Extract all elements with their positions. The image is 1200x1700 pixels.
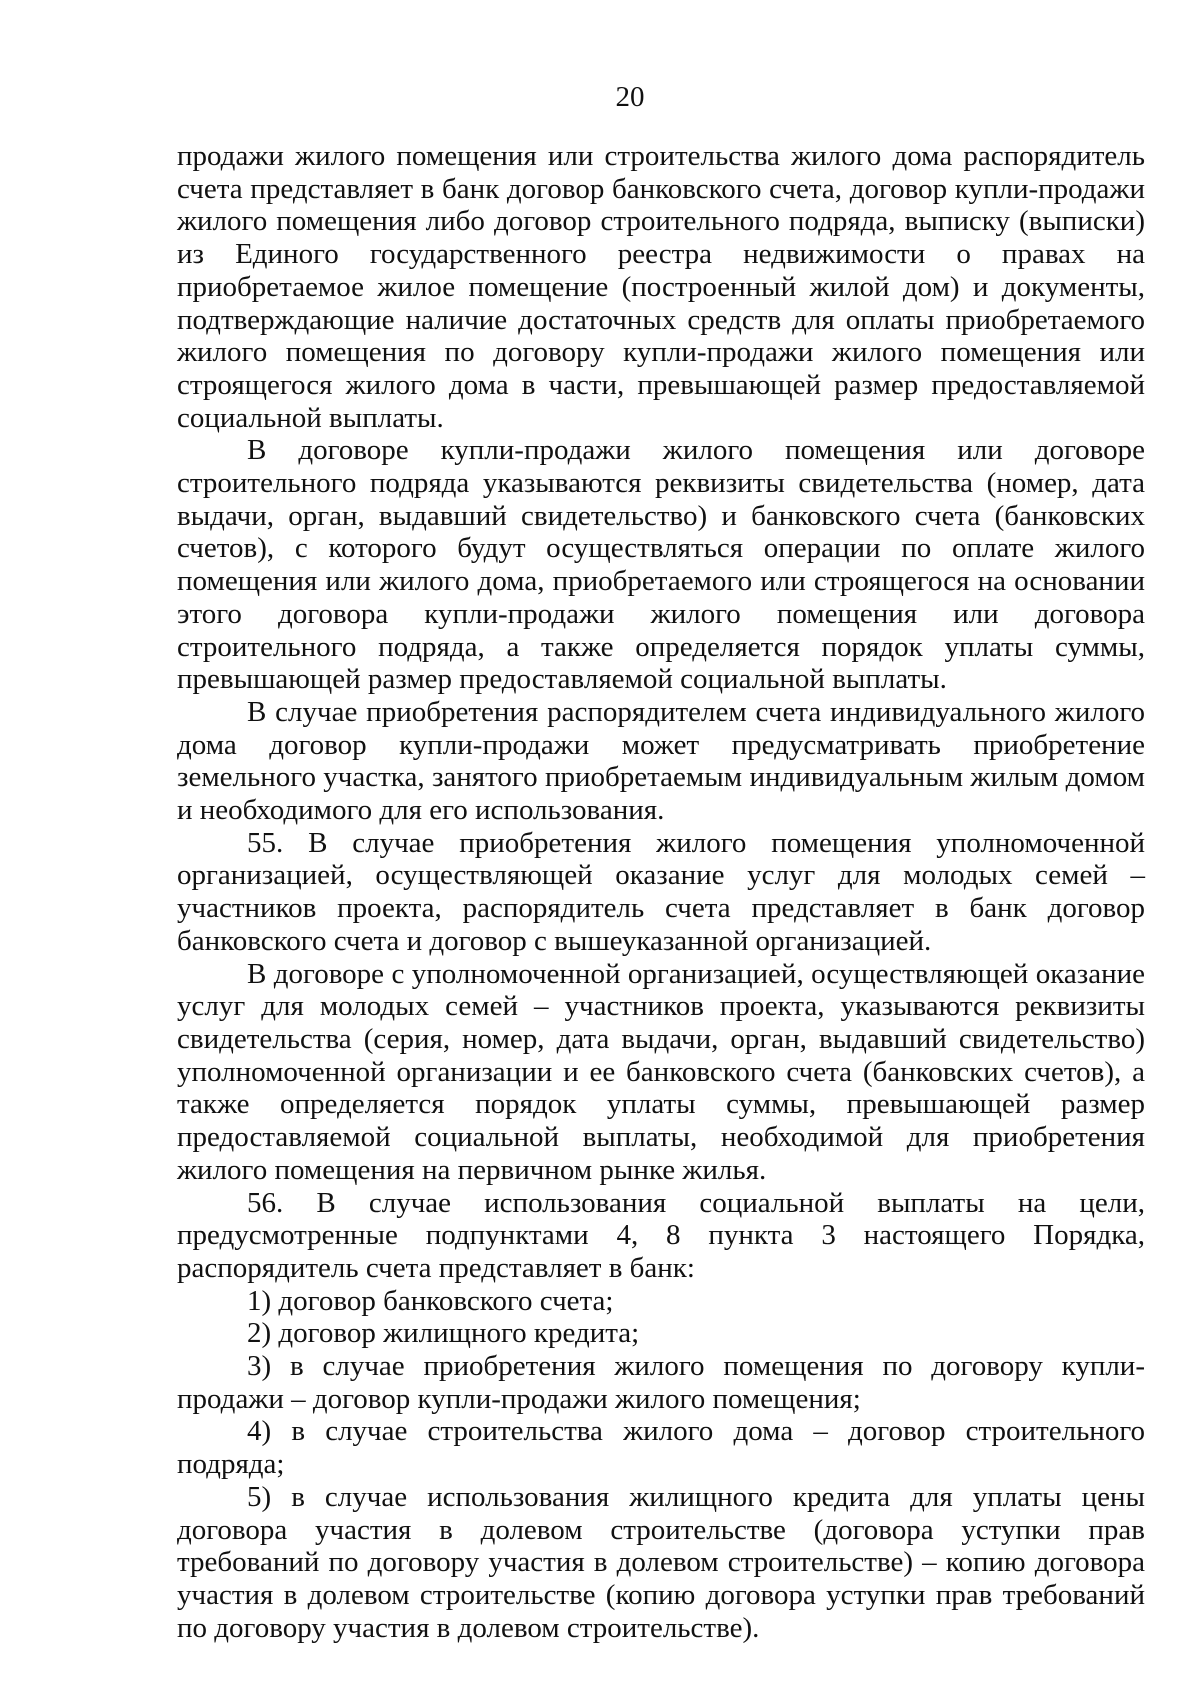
list-item: 1) договор банковского счета; xyxy=(247,1284,614,1317)
paragraph-item-55: 55. В случае приобретения жилого помещения уполномоченной организацией, осуществляющей оказание услуг для молодых семей – участников проекта, распорядитель счета представляет в банк договор банковского счета и договор с вышеуказанной организацией. xyxy=(177,826,1145,957)
list-item: 3) в случае приобретения жилого помещения по договору купли-продажи – договор купли-продажи жилого помещения; xyxy=(177,1350,1145,1415)
list-item: 4) в случае строительства жилого дома – договор строительного подряда; xyxy=(177,1415,1145,1481)
paragraph: В случае приобретения распорядителем счета индивидуального жилого дома договор купли-продажи может предусматривать приобретение земельного участка, занятого приобретаемым индивидуальным жилым домом и необходимого для его использования. xyxy=(177,695,1145,827)
paragraph-item-56: 56. В случае использования социальной выплаты на цели, предусмотренные подпунктами 4, 8 пункта 3 настоящего Порядка, распорядитель счета представляет в банк: xyxy=(177,1186,1145,1284)
paragraph-continuation: продажи жилого помещения или строительства жилого дома распорядитель счета представляет в банк договор банковского счета, договор купли-продажи жилого помещения либо договор строительного подряда, выписку (выписки) из Единого государственного реестра недвижимости о правах на приобретаемое жилое помещение (построенный жилой дом) и документы, подтверждающие наличие достаточных средств для оплаты приобретаемого жилого помещения по договору купли-продажи жилого помещения или строящегося жилого дома в части, превышающей размер предоставляемой социальной выплаты. xyxy=(177,140,1145,434)
list-item: 2) договор жилищного кредита; xyxy=(247,1317,640,1350)
paragraph: В договоре купли-продажи жилого помещения или договоре строительного подряда указываются реквизиты свидетельства (номер, дата выдачи, орган, выдавший свидетельство) и банковского счета (банковских счетов), с которого будут осуществляться операции по оплате жилого помещения или жилого дома, приобретаемого или строящегося на основании этого договора купли-продажи жилого помещения или договора строительного подряда, а также определяется порядок уплаты суммы, превышающей размер предоставляемой социальной выплаты. xyxy=(177,434,1145,696)
paragraph: В договоре с уполномоченной организацией, осуществляющей оказание услуг для молодых семей – участников проекта, указываются реквизиты свидетельства (серия, номер, дата выдачи, орган, выдавший свидетельство) уполномоченной организации и ее банковского счета (банковских счетов), а также определяется порядок уплаты суммы, превышающей размер предоставляемой социальной выплаты, необходимой для приобретения жилого помещения на первичном рынке жилья. xyxy=(177,957,1145,1186)
list-item: 5) в случае использования жилищного кредита для уплаты цены договора участия в долевом строительстве (договора уступки прав требований по договору участия в долевом строительстве) – копию договора участия в долевом строительстве (копию договора уступки прав требований по договору участия в долевом строительстве). xyxy=(177,1480,1145,1644)
document-body xyxy=(177,140,1145,1644)
page-number: 20 xyxy=(615,81,645,113)
